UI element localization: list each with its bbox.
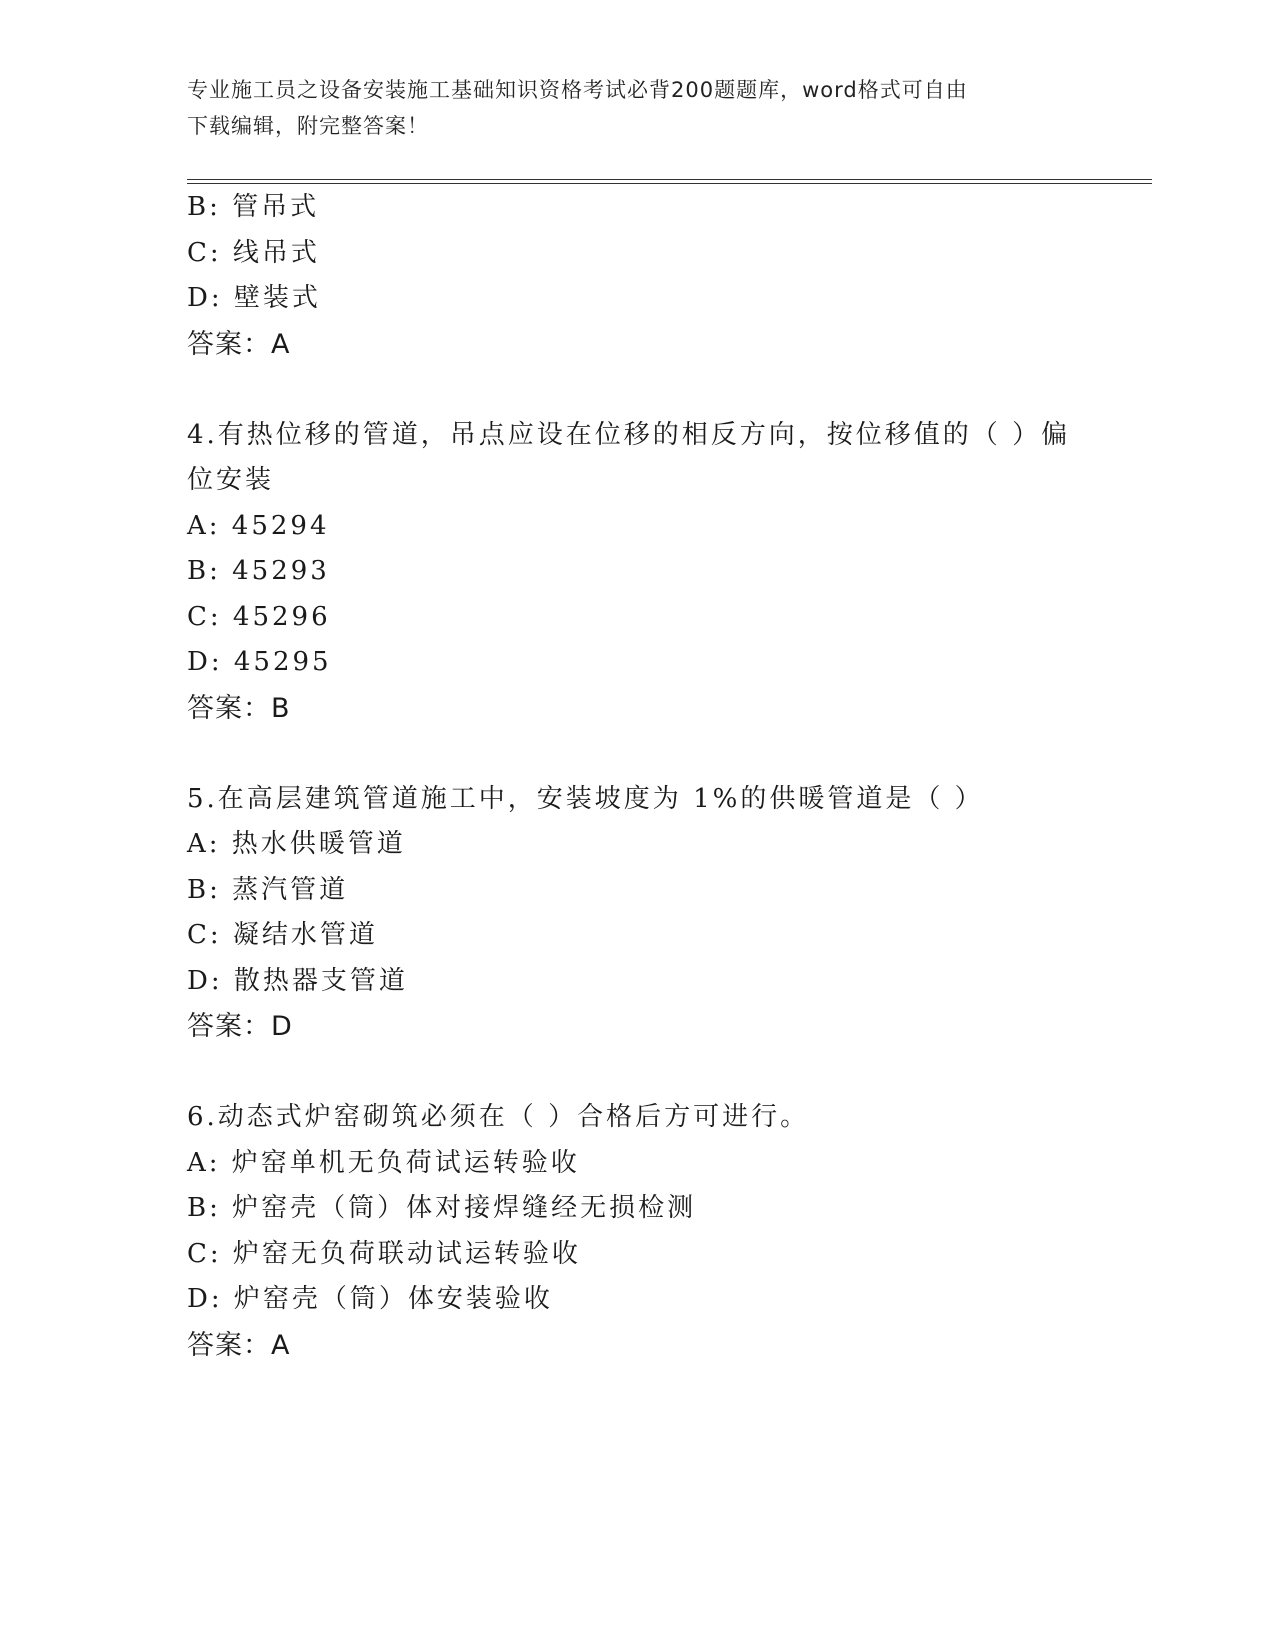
option-d: D: 炉窑壳（筒）体安装验收 bbox=[187, 1284, 553, 1314]
document-header bbox=[187, 72, 1087, 144]
answer: 答案：D bbox=[187, 1011, 293, 1042]
header-rule-bottom bbox=[187, 183, 1152, 184]
option-c: C: 凝结水管道 bbox=[187, 920, 378, 950]
option-a: A: 炉窑单机无负荷试运转验收 bbox=[187, 1147, 580, 1178]
option-c: C: 45296 bbox=[187, 601, 331, 632]
option-b: B: 管吊式 bbox=[187, 192, 320, 222]
answer: 答案：A bbox=[187, 328, 291, 360]
question-text: 6.动态式炉窑砌筑必须在（ ）合格后方可进行。 bbox=[187, 1102, 810, 1132]
question-6 bbox=[187, 1095, 1147, 1368]
question-content bbox=[187, 185, 1147, 1368]
option-d: D: 45295 bbox=[187, 647, 332, 677]
header-line-2: 下载编辑，附完整答案！ bbox=[187, 114, 429, 138]
header-line-1: 专业施工员之设备安装施工基础知识资格考试必背200题题库，word格式可自由 bbox=[187, 78, 968, 102]
option-b: B: 45293 bbox=[187, 556, 330, 586]
option-a: A: 45294 bbox=[187, 510, 330, 541]
option-b: B: 蒸汽管道 bbox=[187, 874, 349, 905]
question-text-line-2: 位安装 bbox=[187, 465, 275, 495]
option-c: C: 炉窑无负荷联动试运转验收 bbox=[187, 1238, 581, 1269]
spacer bbox=[187, 367, 1147, 413]
option-c: C: 线吊式 bbox=[187, 237, 320, 268]
question-4 bbox=[187, 413, 1147, 732]
option-d: D: 壁装式 bbox=[187, 283, 321, 313]
answer: 答案：A bbox=[187, 1329, 291, 1361]
option-b: B: 炉窑壳（筒）体对接焊缝经无损检测 bbox=[187, 1193, 697, 1223]
question-5 bbox=[187, 777, 1147, 1050]
header-rule-top bbox=[187, 179, 1152, 180]
option-a: A: 热水供暖管道 bbox=[187, 829, 406, 859]
option-d: D: 散热器支管道 bbox=[187, 965, 408, 996]
question-text-line-1: 4.有热位移的管道，吊点应设在位移的相反方向，按位移值的（ ）偏 bbox=[187, 419, 1071, 450]
spacer bbox=[187, 1050, 1147, 1096]
question-3-continued bbox=[187, 185, 1147, 367]
answer: 答案：B bbox=[187, 692, 291, 724]
spacer bbox=[187, 731, 1147, 777]
question-text: 5.在高层建筑管道施工中，安装坡度为 1%的供暖管道是（ ） bbox=[187, 783, 984, 814]
